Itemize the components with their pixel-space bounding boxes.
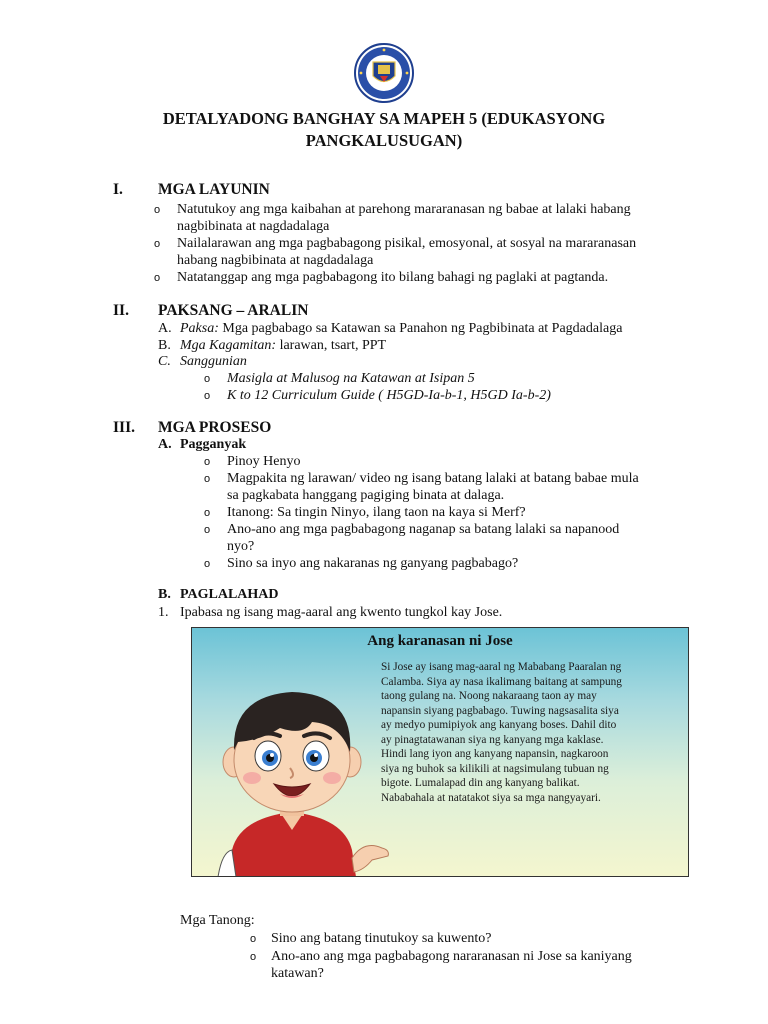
kagamitan-row [180, 337, 386, 354]
objective-2-line-2: habang nagbibinata at nagdadalaga [177, 253, 374, 268]
step-1-text: Ipabasa ng isang mag-aaral ang kwento tungkol kay Jose. [180, 605, 503, 620]
bullet-icon: o [204, 373, 211, 385]
objective-1-line-1: Natutukoy ang mga kaibahan at parehong mararanasan ng babae at lalaki habang [177, 202, 631, 217]
bullet-icon: o [250, 951, 257, 963]
question-2-line-2: katawan? [271, 966, 324, 981]
item-b-letter: B. [158, 338, 171, 353]
pagganyak-item-2-line-1: Magpakita ng larawan/ video ng isang batang lalaki at batang babae mula [227, 471, 639, 486]
bullet-icon: o [204, 456, 211, 468]
question-1: Sino ang batang tinutukoy sa kuwento? [271, 931, 492, 946]
step-1-number: 1. [158, 605, 169, 620]
paksa-text: Mga pagbabago sa Katawan sa Panahon ng Pagbibinata at Pagdadalaga [222, 321, 623, 336]
kagamitan-label: Mga Kagamitan: [180, 338, 277, 353]
story-line: taong gulang na. Noong nakaraang taon ay may [381, 690, 597, 702]
pagganyak-item-2-line-2: sa pagkabata hanggang pagiging binata at dalaga. [227, 488, 505, 503]
story-line: ay pinagtatawanan siya ng kanyang mga kaklase. [381, 733, 604, 746]
section-3-number: III. [113, 419, 135, 436]
paksa-label: Paksa: [180, 321, 219, 336]
section-3-title: MGA PROSESO [158, 419, 272, 436]
deped-seal-icon [354, 43, 414, 103]
story-line: napansin siyang pagbabago. Tuwing nagsasalita siya [381, 704, 619, 717]
bullet-icon: o [154, 272, 161, 284]
story-line: siya ng buhok sa kilikili at nagsimulang tubuan ng [381, 762, 609, 775]
section-2-number: II. [113, 302, 129, 319]
objective-3: Natatanggap ang mga pagbabagong ito bilang bahagi ng paglaki at pagtanda. [177, 270, 609, 285]
pagganyak-item-5: Sino sa inyo ang nakaranas ng ganyang pagbabago? [227, 556, 519, 571]
bullet-icon: o [204, 473, 211, 485]
bullet-icon: o [204, 507, 211, 519]
section-1-title: MGA LAYUNIN [158, 181, 270, 198]
bullet-icon: o [204, 558, 211, 570]
story-title: Ang karanasan ni Jose [367, 633, 513, 649]
reference-2: K to 12 Curriculum Guide ( H5GD-Ia-b-1, H5GD Ia-b-2) [227, 388, 551, 403]
bullet-icon: o [154, 238, 161, 250]
objective-1-line-2: nagbibinata at nagdadalaga [177, 219, 330, 234]
paksa-row [180, 320, 622, 337]
story-line: ay medyo pumipiyok ang kanyang boses. Dahil dito [381, 719, 617, 731]
pagganyak-item-3: Itanong: Sa tingin Ninyo, ilang taon na kaya si Merf? [227, 505, 526, 520]
story-line: Calamba. Siya ay nasa ikalimang baitang at sampung [381, 675, 622, 688]
bullet-icon: o [204, 390, 211, 402]
story-line: Si Jose ay isang mag-aaral ng Mababang Paaralan ng [381, 661, 622, 673]
story-line: Hindi lang iyon ang kanyang napansin, nagkaroon [381, 748, 609, 760]
story-line: bigote. Lumalapad din ang kanyang balikat. [381, 777, 580, 789]
story-line: Nababahala at natatakot siya sa mga nangyayari. [381, 791, 601, 804]
document-title-line-2: PANGKALUSUGAN) [305, 131, 463, 150]
question-2-line-1: Ano-ano ang mga pagbabagong nararanasan ni Jose sa kaniyang [271, 949, 632, 964]
reference-1: Masigla at Malusog na Katawan at Isipan 5 [227, 371, 475, 386]
paglalahad-label: PAGLALAHAD [180, 587, 279, 602]
document-title-line-1: DETALYADONG BANGHAY SA MAPEH 5 (EDUKASYONG [162, 109, 606, 128]
questions-label: Mga Tanong: [180, 913, 255, 928]
pagganyak-item-1: Pinoy Henyo [227, 454, 301, 469]
cartoon-boy-illustration [192, 680, 402, 877]
sanggunian-label: Sanggunian [180, 354, 247, 369]
pagganyak-item-4-line-2: nyo? [227, 539, 255, 554]
story-text [381, 660, 677, 805]
bullet-icon: o [154, 204, 161, 216]
item-c-letter: C. [158, 354, 171, 369]
item-a-letter: A. [158, 321, 172, 336]
section-2-title: PAKSANG – ARALIN [158, 302, 309, 319]
objective-2-line-1: Nailalarawan ang mga pagbabagong pisikal, emosyonal, at sosyal na mararanasan [177, 236, 637, 251]
pagganyak-item-4-line-1: Ano-ano ang mga pagbabagong naganap sa batang lalaki sa napanood [227, 522, 620, 537]
story-box [191, 627, 689, 877]
paglalahad-letter: B. [158, 587, 171, 602]
kagamitan-text: larawan, tsart, PPT [279, 338, 387, 353]
pagganyak-label: Pagganyak [180, 437, 247, 452]
pagganyak-letter: A. [158, 437, 172, 452]
section-1-number: I. [113, 181, 123, 198]
bullet-icon: o [250, 933, 257, 945]
bullet-icon: o [204, 524, 211, 536]
